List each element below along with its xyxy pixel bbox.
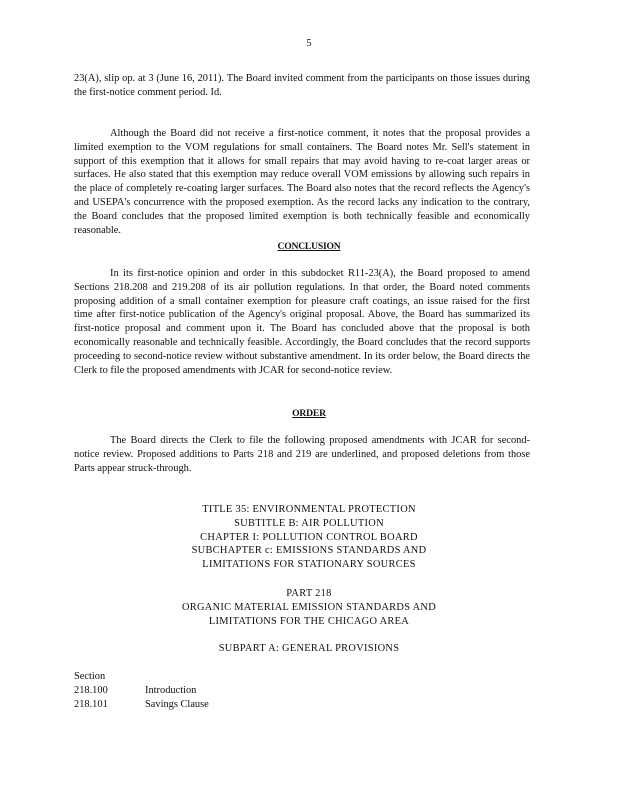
subtitle-line: SUBTITLE B: AIR POLLUTION [234,517,384,529]
part-block [0,587,618,628]
section-title: Introduction [145,684,197,696]
section-row [74,698,374,712]
section-list-header: Section [74,671,106,682]
order-heading-text: ORDER [292,408,326,419]
subchapter-line-2: LIMITATIONS FOR STATIONARY SOURCES [202,559,416,571]
paragraph-conclusion: In its first-notice opinion and order in this subdocket R11-23(A), the Board proposed to amend Sections 218.208 and 219.208 of its air pollution regulations. In that order, the Board noted comments proposing addition of a small container exemption for pleasure craft coatings, an issue raised for the first time after first-notice publication of the Agency's original proposal. Above, the Board has summarized its first-notice proposal and comment upon it. The Board has concluded above that the proposal is both economically reasonable and technically feasible. Accordingly, the Board concludes that the record supports proceeding to second-notice review without substantive amendment. In its order below, the Board directs the Clerk to file the proposed amendments with JCAR for second-notice review. [74,268,530,376]
title-line: TITLE 35: ENVIRONMENTAL PROTECTION [202,504,416,515]
subpart-title: SUBPART A: GENERAL PROVISIONS [218,643,400,654]
paragraph-board-notes: Although the Board did not receive a first-notice comment, it notes that the proposal provides a limited exemption to the VOM regulations for small containers. The Board notes Mr. Sell's statement in support of this exemption that it allows for small repairs that may avoid having to re-coat larger areas or surfaces. He also stated that this exemption may reduce overall VOM emissions by allowing such repairs in the place of completely re-coating larger surfaces. The Board also notes that the record reflects the Agency's and USEPA's concurrence with the proposed exemption. As the record lacks any indication to the contrary, the Board concludes that the proposed limited exemption is both technically feasible and economically reasonable. [74,128,530,236]
paragraph-continuation: 23(A), slip op. at 3 (June 16, 2011). The Board invited comment from the participants on those issues during the first-notice comment period. Id. [74,73,530,98]
section-title: Savings Clause [145,698,209,710]
section-number: 218.100 [74,684,108,696]
part-number: PART 218 [286,588,332,599]
subpart-heading [0,642,618,656]
part-title-line-2: LIMITATIONS FOR THE CHICAGO AREA [208,615,410,627]
section-list [74,670,374,711]
chapter-line: CHAPTER I: POLLUTION CONTROL BOARD [200,531,418,543]
conclusion-heading [0,240,618,254]
page-number: 5 [306,38,312,49]
section-row [74,684,374,698]
part-title-line-1: ORGANIC MATERIAL EMISSION STANDARDS AND [181,601,437,613]
subchapter-line: SUBCHAPTER c: EMISSIONS STANDARDS AND [191,545,427,557]
section-number: 218.101 [74,698,108,710]
paragraph-order: The Board directs the Clerk to file the following proposed amendments with JCAR for second-notice review. Proposed additions to Parts 218 and 219 are underlined, and proposed deletions from those Parts appear struck-through. [74,435,530,474]
order-heading [0,407,618,421]
title-block [0,503,618,572]
conclusion-heading-text: CONCLUSION [277,241,341,252]
